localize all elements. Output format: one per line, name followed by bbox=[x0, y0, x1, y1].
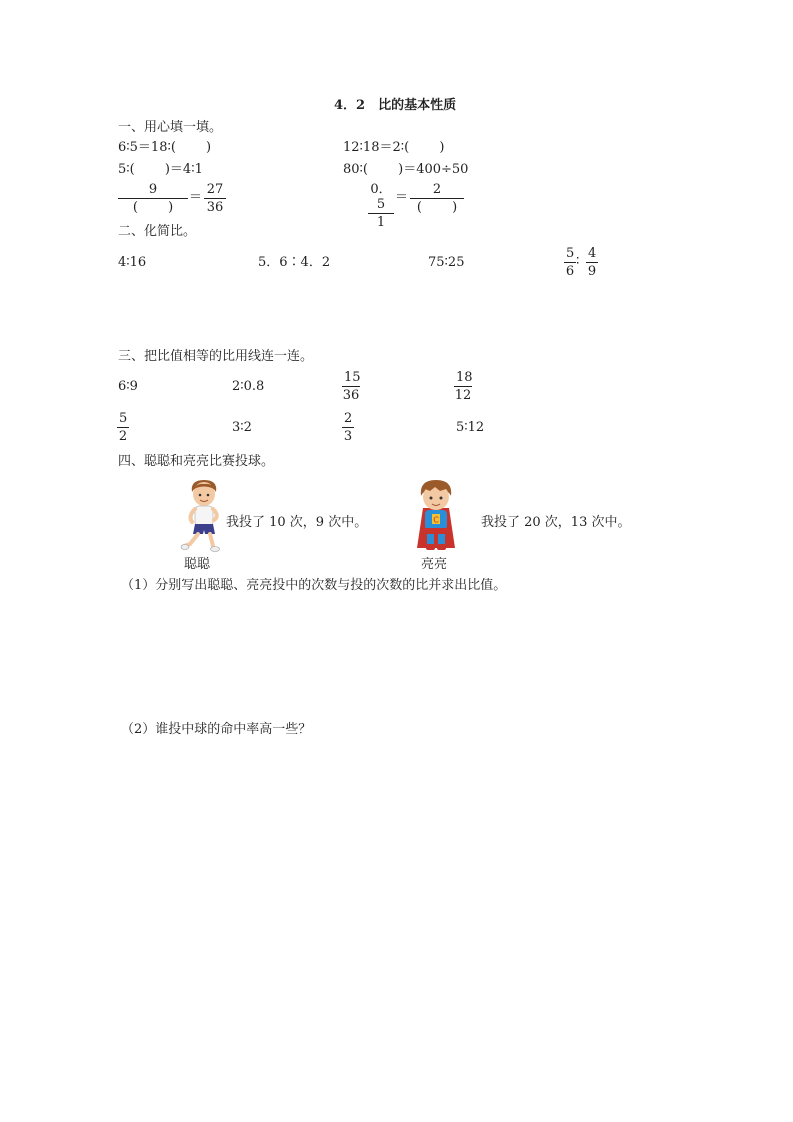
fraction-numerator: 5 bbox=[566, 246, 575, 261]
boy-congcong-illustration bbox=[180, 478, 228, 554]
match-top-4 bbox=[454, 370, 472, 403]
fraction-denominator: 12 bbox=[454, 388, 472, 403]
fraction-bar bbox=[564, 262, 576, 263]
match-top-3 bbox=[342, 370, 360, 403]
simplify-4-colon: ∶ bbox=[576, 254, 580, 269]
fraction-2 bbox=[204, 182, 226, 215]
page-title: 4．2 比的基本性质 bbox=[334, 98, 457, 113]
question-1-4: 80∶( )＝400÷50 bbox=[343, 162, 469, 177]
match-top-2: 2∶0.8 bbox=[232, 379, 265, 394]
section4-question-2: （2）谁投中球的命中率高一些？ bbox=[121, 722, 312, 737]
fraction-2-numerator: 27 bbox=[206, 182, 224, 197]
match-bottom-3 bbox=[342, 411, 354, 444]
section1-heading: 一、用心填一填。 bbox=[118, 120, 223, 135]
match-bottom-2: 3∶2 bbox=[232, 420, 252, 435]
boy1-name: 聪聪 bbox=[184, 557, 211, 572]
svg-text:C: C bbox=[433, 515, 439, 525]
simplify-1: 4∶16 bbox=[118, 255, 147, 270]
boy2-name: 亮亮 bbox=[421, 557, 448, 572]
section4-heading: 四、聪聪和亮亮比赛投球。 bbox=[118, 454, 275, 469]
boy2-speech: 我投了 20 次，13 次中。 bbox=[481, 515, 631, 530]
section3-heading: 三、把比值相等的比用线连一连。 bbox=[118, 349, 314, 364]
fraction-4-numerator: 2 bbox=[432, 182, 442, 197]
boy1-speech: 我投了 10 次，9 次中。 bbox=[226, 515, 368, 530]
fraction-4 bbox=[410, 182, 464, 215]
fraction-1 bbox=[118, 182, 188, 215]
fraction-denominator: 6 bbox=[565, 264, 575, 279]
equals-sign-1: ＝ bbox=[189, 190, 203, 205]
fraction-bar bbox=[204, 198, 226, 199]
fraction-bar bbox=[454, 386, 472, 387]
fraction-bar bbox=[117, 427, 129, 428]
match-top-1: 6∶9 bbox=[118, 379, 138, 394]
fraction-3-denominator: 1 bbox=[376, 215, 386, 230]
fraction-3-numerator: 0．5 bbox=[370, 182, 392, 212]
fraction-denominator: 36 bbox=[342, 388, 360, 403]
fraction-1-numerator: 9 bbox=[148, 182, 158, 197]
boy-liangliang-illustration bbox=[413, 478, 459, 554]
fraction-bar bbox=[586, 262, 598, 263]
fraction-denominator: 9 bbox=[587, 264, 597, 279]
match-bottom-4: 5∶12 bbox=[456, 420, 485, 435]
match-bottom-1 bbox=[117, 411, 129, 444]
fraction-bar bbox=[368, 213, 394, 214]
fraction-denominator: 2 bbox=[118, 429, 128, 444]
fraction-numerator: 15 bbox=[344, 370, 361, 385]
fraction-bar bbox=[410, 198, 464, 199]
fraction-numerator: 5 bbox=[119, 411, 128, 426]
simplify-2: 5．6∶4．2 bbox=[258, 255, 331, 270]
fraction-1-denominator: ( ) bbox=[132, 200, 174, 215]
fraction-bar bbox=[118, 198, 188, 199]
fraction-3 bbox=[368, 182, 394, 230]
fraction-bar bbox=[342, 386, 360, 387]
question-1-2: 12∶18＝2∶( ) bbox=[343, 140, 445, 155]
question-1-3: 5∶( )＝4∶1 bbox=[118, 162, 203, 177]
fraction-4-denominator: ( ) bbox=[416, 200, 458, 215]
section2-heading: 二、化简比。 bbox=[118, 224, 197, 239]
fraction-numerator: 4 bbox=[588, 246, 597, 261]
fraction-numerator: 2 bbox=[344, 411, 353, 426]
fraction-numerator: 18 bbox=[456, 370, 473, 385]
equals-sign-2: ＝ bbox=[395, 190, 409, 205]
fraction-denominator: 3 bbox=[343, 429, 353, 444]
section4-question-1: （1）分别写出聪聪、亮亮投中的次数与投的次数的比并求出比值。 bbox=[121, 578, 507, 593]
fraction-bar bbox=[342, 427, 354, 428]
fraction-2-denominator: 36 bbox=[206, 200, 224, 215]
simplify-3: 75∶25 bbox=[428, 255, 465, 270]
simplify-4-fraction-a bbox=[564, 246, 576, 279]
simplify-4-fraction-b bbox=[586, 246, 598, 279]
question-1-1: 6∶5＝18∶( ) bbox=[118, 140, 212, 155]
